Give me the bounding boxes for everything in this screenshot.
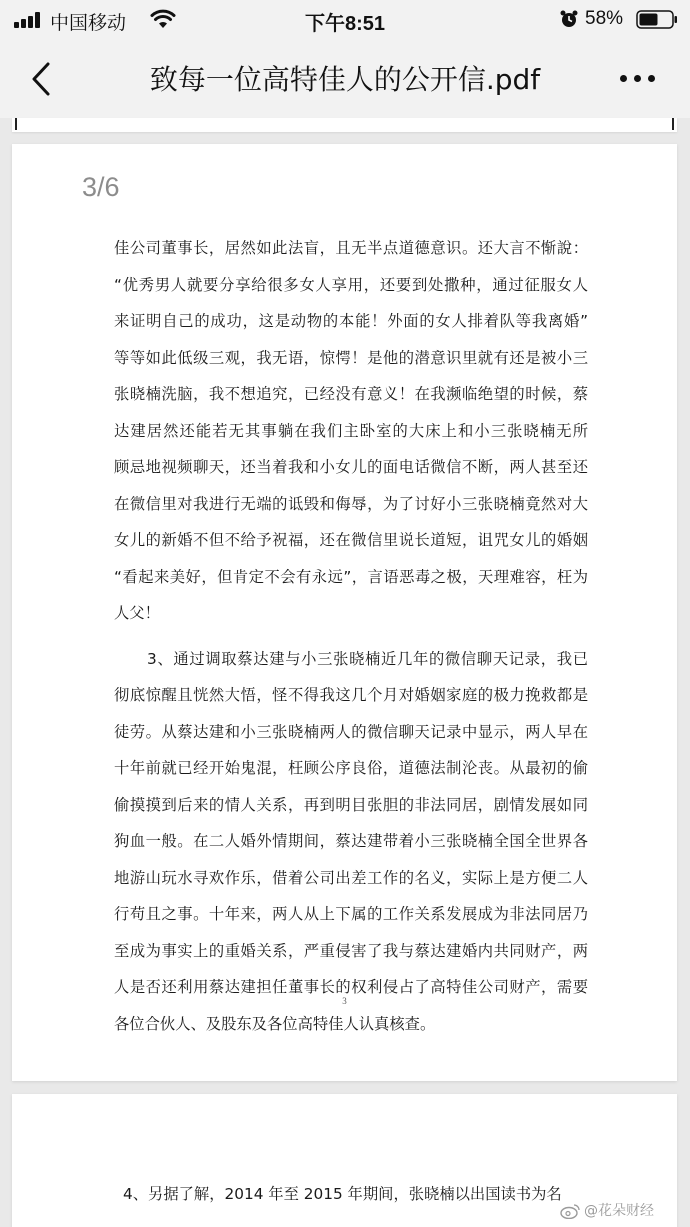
page-number: 3 [342,996,347,1006]
text-line: 至成为事实上的重婚关系，严重侵害了我与蔡达建婚内共同财产，两 [114,941,588,960]
text-line: 狗血一般。在二人婚外情期间，蔡达建带着小三张晓楠全国全世界各 [114,832,588,850]
watermark [560,1200,654,1220]
text-line: 徒劳。从蔡达建和小三张晓楠两人的微信聊天记录中显示，两人早在 [114,722,588,741]
text-line: 十年前就已经开始鬼混，枉顾公序良俗，道德法制沦丧。从最初的偷 [114,759,588,777]
battery-icon [636,10,678,29]
watermark-text: @花朵财经 [584,1203,654,1219]
text-line: 3、通过调取蔡达建与小三张晓楠近几年的微信聊天记录，我已 [147,649,588,668]
text-line: 地游山玩水寻欢作乐，借着公司出差工作的名义，实际上是方便二人 [114,868,588,887]
text-line: 在微信里对我进行无端的诋毁和侮辱，为了讨好小三张晓楠竟然对大 [114,494,588,513]
text-line: 来证明自己的成功，这是动物的本能！外面的女人排着队等我离婚” [114,312,588,330]
text-line: 等等如此低级三观，我无语，惊愕！是他的潜意识里就有还是被小三 [114,348,588,367]
text-line: 偷摸摸到后来的情人关系，再到明目张胆的非法同居，剧情发展如同 [114,795,588,814]
clock-time: 下午8:51 [304,13,386,35]
nav-bar [0,40,690,118]
text-line: 各位合伙人、及股东及各位高特佳人认真核查。 [114,1014,436,1033]
weibo-logo-icon [560,1203,580,1219]
text-line: 达建居然还能若无其事躺在我们主卧室的大床上和小三张晓楠无所 [114,421,588,440]
text-line: 人父！ [114,604,160,622]
text-line: 顾忌地视频聊天，还当着我和小女儿的面电话微信不断，两人甚至还 [114,458,588,476]
page-indicator: 3/6 [82,172,120,202]
text-line: 女儿的新婚不但不给予祝福，还在微信里说长道短，诅咒女儿的婚姻 [114,531,588,549]
text-line: 佳公司董事长，居然如此法盲，且无半点道德意识。还大言不惭說： [114,239,588,257]
pdf-page [12,144,677,1081]
previous-page-edge [12,118,677,132]
alarm-icon [559,9,579,29]
text-line: 张晓楠洗脑，我不想追究，已经没有意义！在我濒临绝望的时候，蔡 [114,385,588,403]
document-title: 致每一位高特佳人的公开信.pdf [149,63,541,96]
status-bar [0,0,690,40]
text-line: “优秀男人就要分享给很多女人享用，还要到处撒种，通过征服女人 [114,275,588,294]
text-line: 彻底惊醒且恍然大悟，怪不得我这几个月对婚姻家庭的极力挽救都是 [114,686,588,704]
text-line: “看起来美好，但肯定不会有永远”，言语恶毒之极，天理难容，枉为 [114,567,588,586]
text-line: 行苟且之事。十年来，两人从上下属的工作关系发展成为非法同居乃 [114,905,588,923]
text-line: 4、另据了解，2014 年至 2015 年期间，张晓楠以出国读书为名 [123,1185,562,1203]
battery-percent: 58% [585,8,624,29]
more-options-icon[interactable] [616,66,660,92]
carrier-name: 中国移动 [50,13,127,34]
text-line: 人是否还利用蔡达建担任董事长的权利侵占了高特佳公司财产，需要 [114,978,588,996]
page-body [114,230,588,1042]
